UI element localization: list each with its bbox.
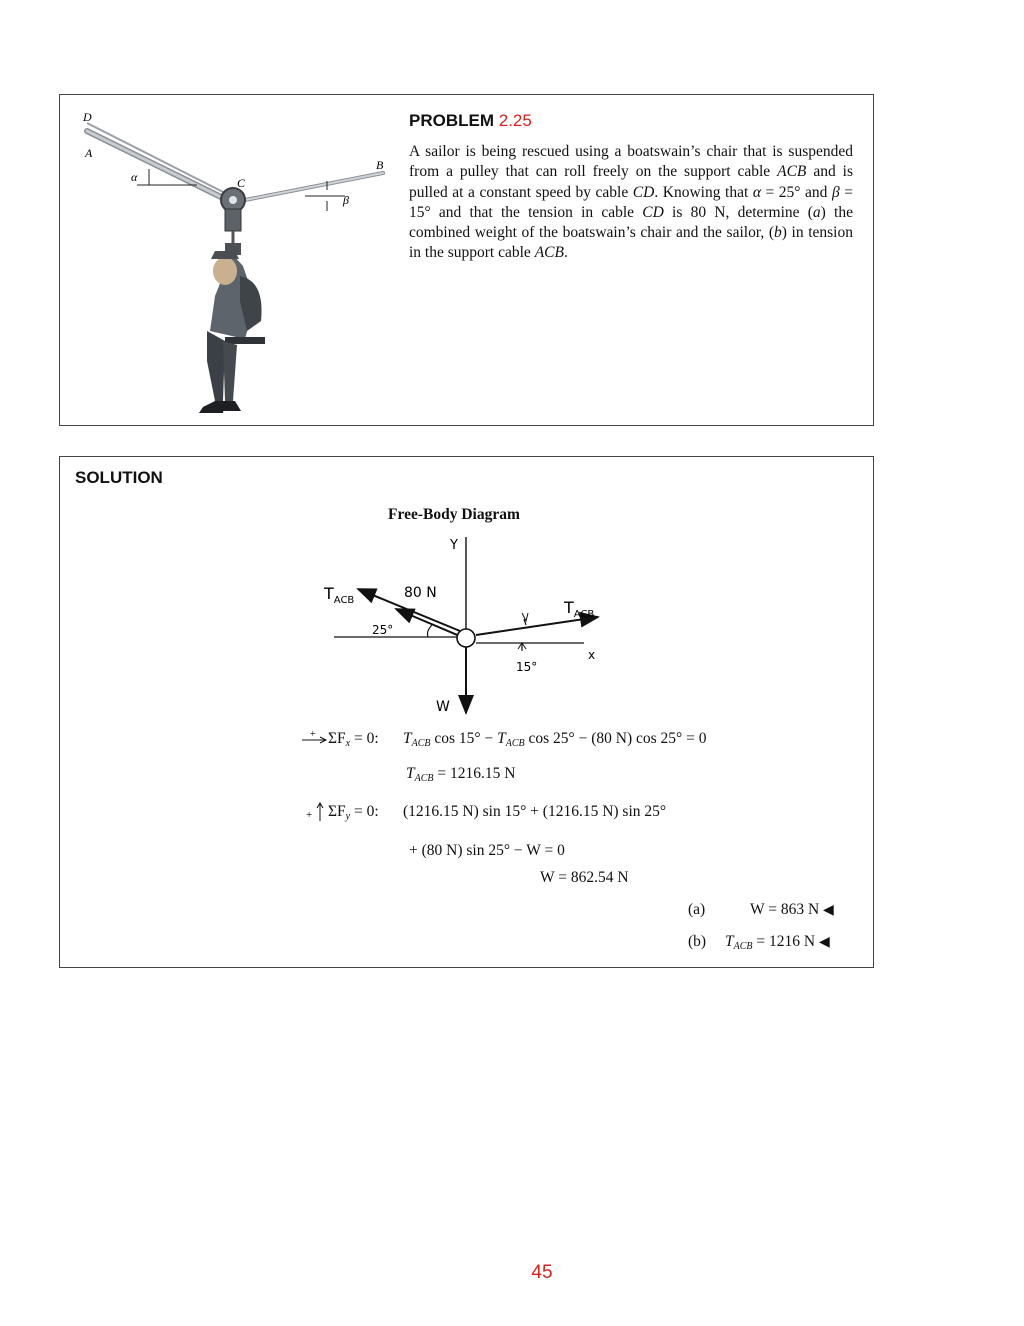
fbd-angle-right: 15° <box>516 660 538 674</box>
svg-text:+: + <box>306 809 313 821</box>
equation-sum-fx: $\Sigma F_x = 0$: <box>328 730 379 749</box>
label-d: D <box>83 110 92 124</box>
free-body-diagram <box>312 531 632 721</box>
label-a: A <box>85 146 93 160</box>
equation-line1: $T_{ACB}$ $\cos 15^\circ - T_{ACB}$ cos 25° − (80 N) cos 25° = 0 <box>403 730 707 749</box>
svg-text:+: + <box>310 730 316 740</box>
label-beta: β <box>343 193 349 207</box>
fbd-title: Free-Body Diagram <box>388 506 520 523</box>
problem-title: PROBLEM <box>409 111 494 130</box>
label-c: C <box>237 176 246 190</box>
equation-line2: $T_{ACB} = 1216.15$ N <box>406 765 516 784</box>
equation-line5: W = 862.54 N <box>540 869 629 886</box>
solution-box <box>59 456 874 968</box>
answer-a-label: (a) <box>688 901 706 918</box>
label-alpha: α <box>131 170 138 184</box>
y-direction-arrow-icon <box>306 801 326 823</box>
answer-b-value: $T_{ACB} = 1216$ N ◀ <box>725 933 830 952</box>
answer-a-marker-icon: ◀ <box>823 902 834 918</box>
equation-line4: + (80 N) sin 25° − W = 0 <box>409 842 565 859</box>
equation-line3: (1216.15 N) sin 15° + (1216.15 N) sin 25° <box>403 803 667 820</box>
solution-heading: SOLUTION <box>75 468 163 487</box>
answer-b-marker-icon: ◀ <box>818 934 830 950</box>
fbd-t-right: $T_{ACB}$ <box>564 598 595 620</box>
answer-b-label: (b) <box>688 933 707 950</box>
problem-number: 2.25 <box>498 111 532 130</box>
label-b: B <box>376 158 384 172</box>
fbd-y-label: Y <box>450 538 458 553</box>
problem-statement: A sailor is being rescued using a boatswain’s chair that is suspended from a pulley that can roll freely on the support cable ACB and is pulled at a constant speed by cable CD. Knowing that α = 25° and β = 15° and that the tension in cable CD is 80 N, determine (a) the combined weight of the boatswain’s chair and the sailor, (b) in tension in the support cable ACB. <box>409 143 853 262</box>
fbd-angle-left: 25° <box>372 623 394 637</box>
problem-heading <box>409 111 532 131</box>
sailor-illustration <box>199 251 265 413</box>
equation-sum-fy: $\Sigma F_y = 0$: <box>328 803 379 822</box>
fbd-x-label: x <box>588 648 596 662</box>
fbd-w-label: W <box>436 699 450 715</box>
fbd-force-label: 80 N <box>404 585 437 601</box>
page-number: 45 <box>531 1262 553 1283</box>
problem-box <box>59 94 874 426</box>
x-direction-arrow-icon <box>302 730 328 744</box>
fbd-t-left: $T_{ACB}$ <box>324 584 355 606</box>
problem-figure <box>75 101 405 423</box>
answer-a-value: W = 863 N ◀ <box>750 901 834 918</box>
